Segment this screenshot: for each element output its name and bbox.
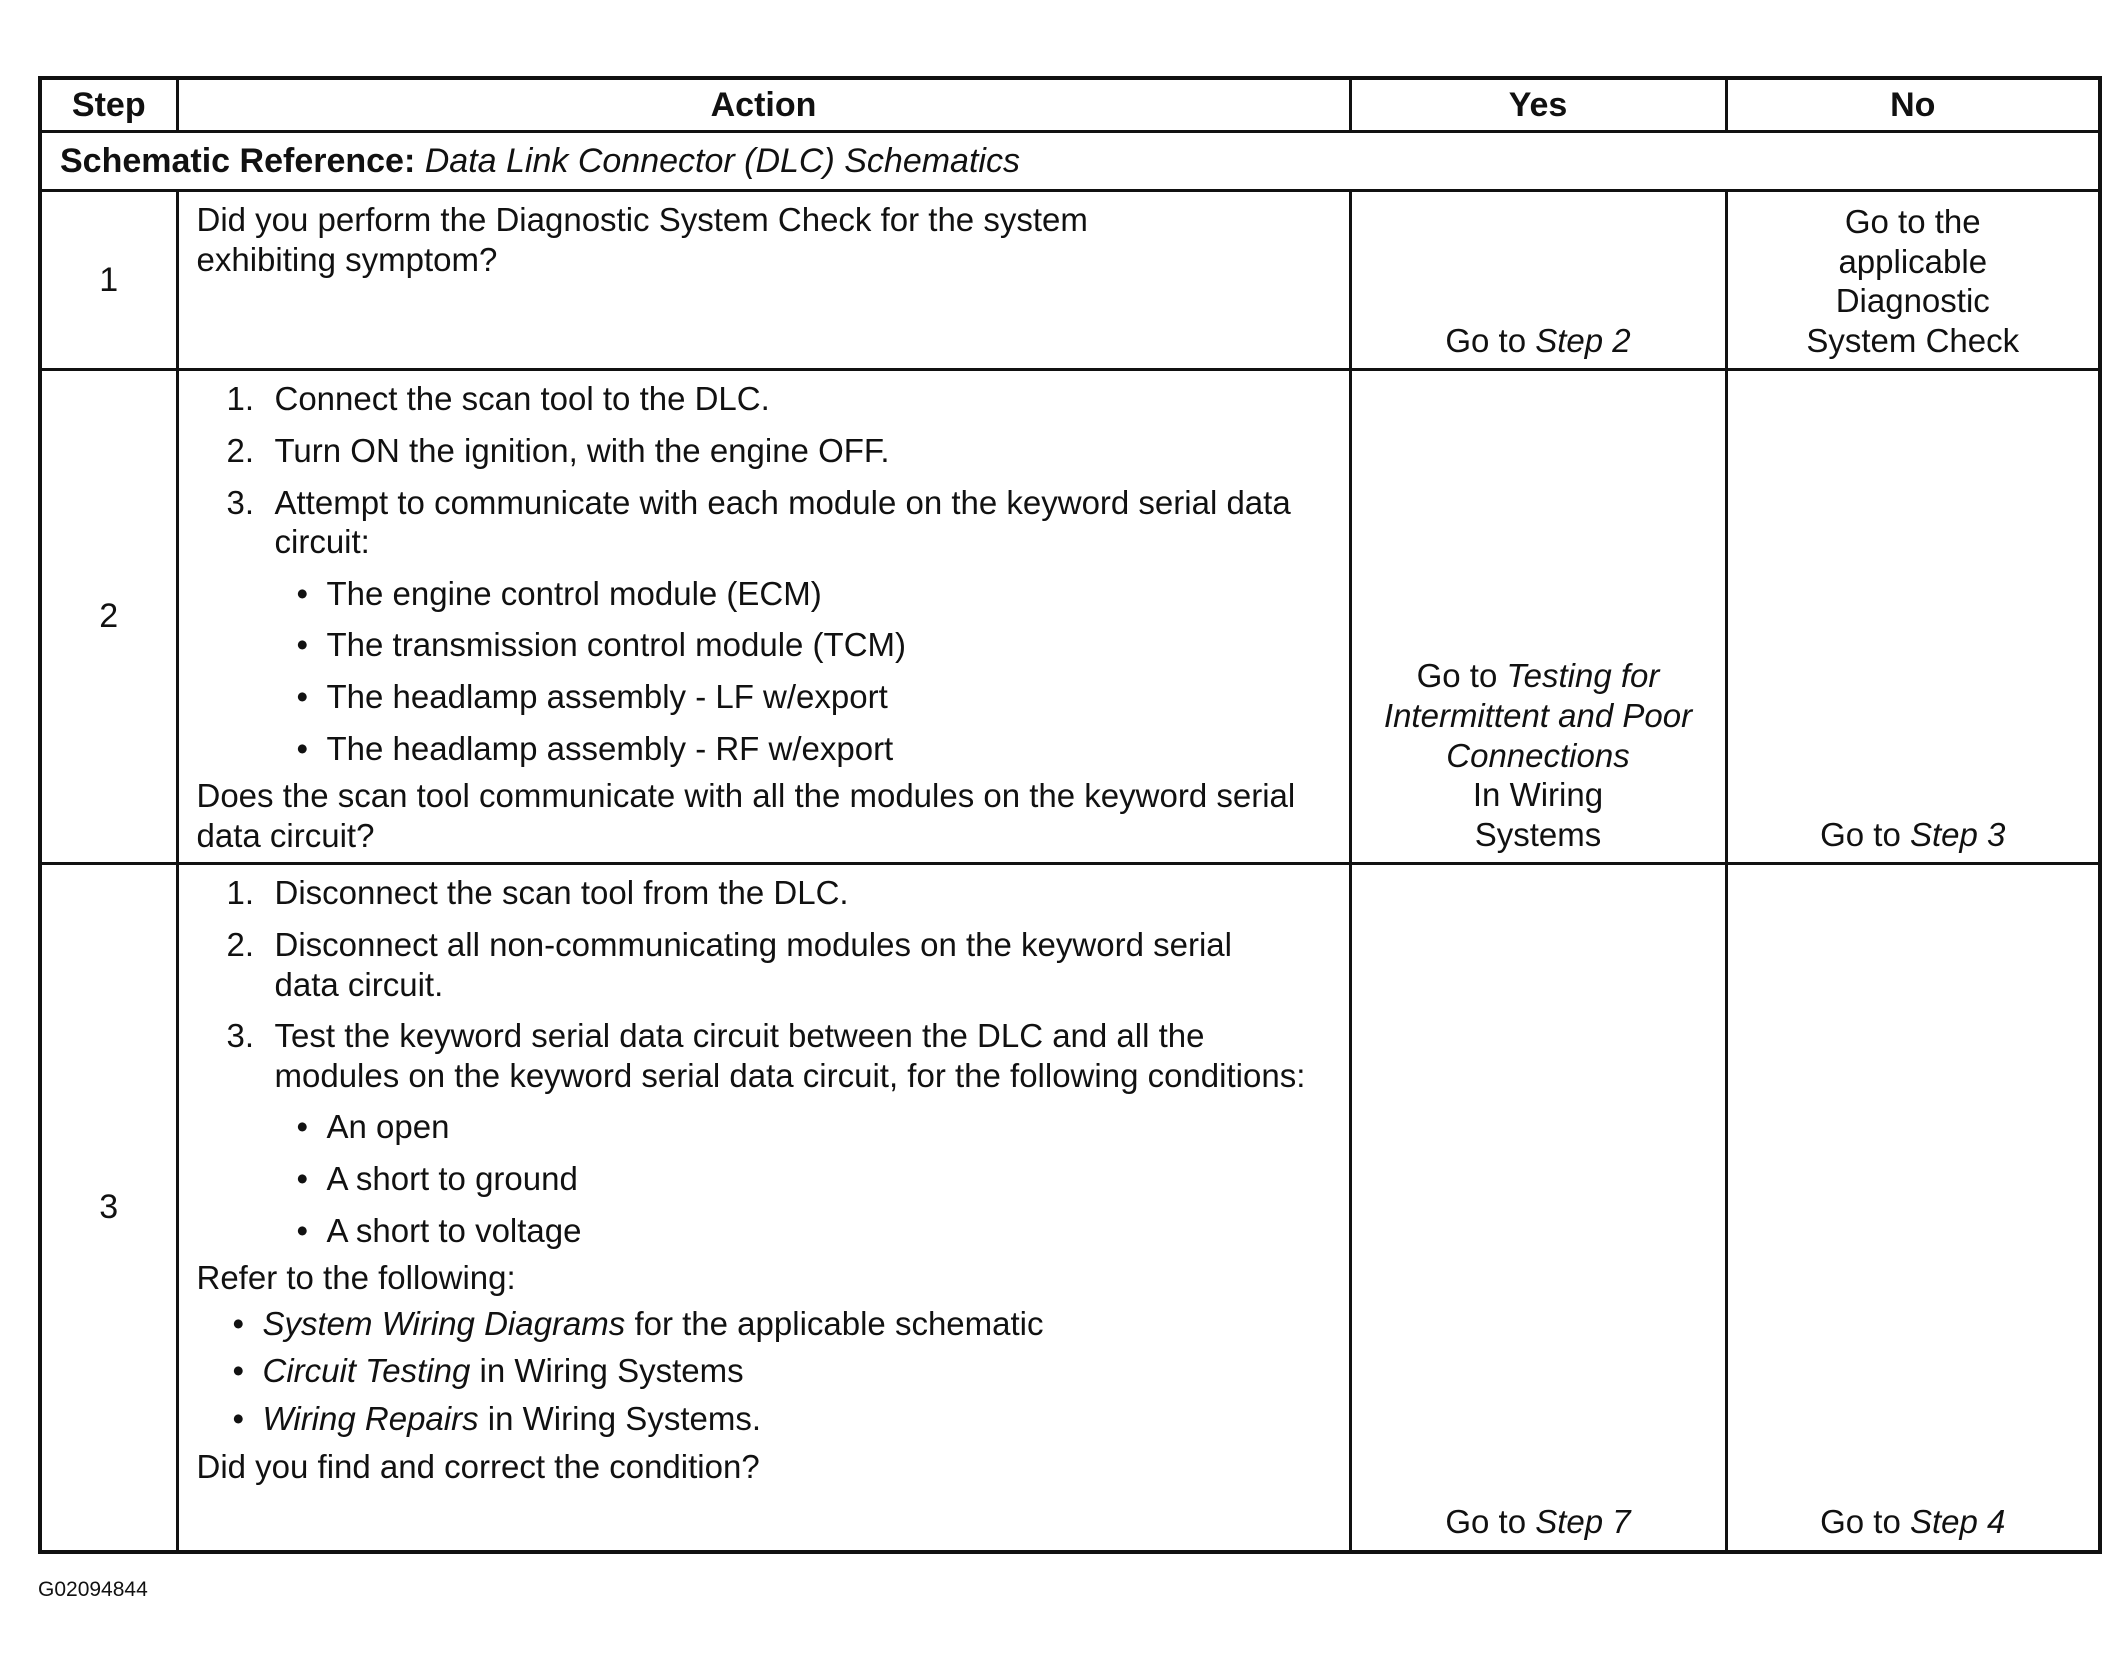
- table-row: [40, 191, 2100, 370]
- reference-text: in Wiring Systems: [470, 1352, 744, 1390]
- action-cell: [177, 191, 1350, 370]
- no-text-line: applicable: [1838, 242, 1988, 280]
- yes-step-link[interactable]: Step 2: [1535, 321, 1631, 359]
- no-cell: [1726, 370, 2100, 864]
- list-item: • The headlamp assembly - RF w/export: [327, 729, 1331, 769]
- list-item: [263, 1351, 1331, 1391]
- reference-link[interactable]: Circuit Testing: [262, 1352, 471, 1390]
- schematic-reference-row: [40, 132, 2100, 191]
- header-yes: Yes: [1350, 78, 1726, 132]
- list-item: • An open: [327, 1107, 1331, 1147]
- yes-prefix: Go to: [1416, 657, 1498, 695]
- step-number: 2: [40, 370, 177, 864]
- yes-cell: [1350, 191, 1726, 370]
- no-cell: [1726, 191, 2100, 370]
- action-item: [275, 1016, 1331, 1250]
- diagnostic-table: [38, 76, 2102, 1554]
- yes-prefix: Go to: [1445, 1503, 1527, 1541]
- step-number: 1: [40, 191, 177, 370]
- action-item-text: Attempt to communicate with each module on the keyword serial data circuit:: [274, 483, 1291, 561]
- no-step-link[interactable]: Step 3: [1909, 815, 2006, 853]
- no-prefix: Go to: [1820, 1503, 1901, 1541]
- action-item-text: Test the keyword serial data circuit between the DLC and all the modules on the keyword serial data circuit, for the following conditions:: [274, 1017, 1306, 1094]
- step-number: 3: [40, 864, 177, 1552]
- yes-link-part[interactable]: Testing for: [1506, 657, 1660, 695]
- header-action: Action: [177, 78, 1350, 132]
- yes-text-line: [1352, 656, 1725, 696]
- no-text-line: Go to the: [1844, 203, 1981, 240]
- yes-step-link[interactable]: Step 7: [1535, 1503, 1631, 1541]
- action-list: [197, 873, 1331, 1250]
- no-text-line: Diagnostic: [1835, 282, 1990, 320]
- reference-list: [197, 1304, 1331, 1439]
- no-cell: [1726, 864, 2100, 1552]
- list-item: [263, 1399, 1331, 1439]
- action-item: Connect the scan tool to the DLC.: [274, 380, 770, 418]
- table-row: [40, 864, 2100, 1552]
- action-item: Turn ON the ignition, with the engine OFF.: [274, 431, 890, 469]
- reference-text: for the applicable schematic: [625, 1304, 1044, 1342]
- step-question: Did you find and correct the condition?: [196, 1447, 760, 1485]
- refer-label: Refer to the following:: [196, 1259, 516, 1297]
- no-prefix: Go to: [1820, 815, 1901, 853]
- header-no: No: [1726, 78, 2100, 132]
- header-step: Step: [40, 78, 177, 132]
- module-list: [275, 574, 1331, 768]
- action-cell: [177, 864, 1350, 1552]
- no-text-line: System Check: [1806, 321, 2020, 359]
- schematic-reference-label: Schematic Reference:: [60, 141, 416, 180]
- table-header-row: [40, 78, 2100, 132]
- action-cell: [177, 370, 1350, 864]
- yes-link-part[interactable]: Intermittent and Poor: [1383, 697, 1693, 734]
- yes-cell: [1350, 370, 1726, 864]
- schematic-reference-link[interactable]: Data Link Connector (DLC) Schematics: [424, 141, 1020, 180]
- reference-text: in Wiring Systems.: [478, 1399, 761, 1437]
- action-list: [197, 379, 1331, 768]
- step-question: Did you perform the Diagnostic System Check for the system exhibiting symptom?: [196, 201, 1088, 278]
- list-item: • A short to voltage: [327, 1211, 1331, 1251]
- schematic-reference-cell: [40, 132, 2100, 191]
- yes-cell: [1350, 864, 1726, 1552]
- reference-link[interactable]: System Wiring Diagrams: [262, 1304, 626, 1342]
- table-row: [40, 370, 2100, 864]
- yes-text-line: Systems: [1474, 815, 1602, 853]
- reference-link[interactable]: Wiring Repairs: [262, 1399, 479, 1437]
- list-item: • The headlamp assembly - LF w/export: [327, 677, 1331, 717]
- list-item: [263, 1304, 1331, 1344]
- yes-text-line: In Wiring: [1472, 776, 1604, 814]
- step-question: Does the scan tool communicate with all the modules on the keyword serial data circuit?: [196, 777, 1296, 854]
- action-item: [275, 483, 1331, 769]
- figure-id: G02094844: [38, 1578, 148, 1601]
- list-item: • The engine control module (ECM): [327, 574, 1331, 614]
- yes-prefix: Go to: [1445, 321, 1527, 359]
- no-step-link[interactable]: Step 4: [1909, 1503, 2006, 1541]
- condition-list: [275, 1107, 1331, 1250]
- action-item: Disconnect all non-communicating modules on the keyword serial data circuit.: [274, 925, 1232, 1003]
- action-item: Disconnect the scan tool from the DLC.: [274, 874, 849, 912]
- list-item: • The transmission control module (TCM): [327, 625, 1331, 665]
- yes-link-part[interactable]: Connections: [1446, 736, 1630, 774]
- list-item: • A short to ground: [327, 1159, 1331, 1199]
